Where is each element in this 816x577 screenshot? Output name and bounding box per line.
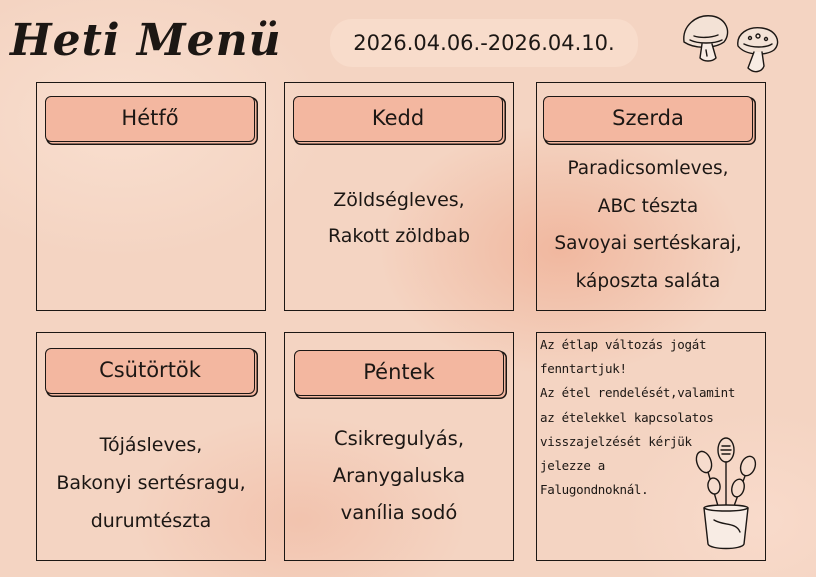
- day-label-tuesday: Kedd: [293, 96, 503, 142]
- dish-item: Rakott zöldbab: [327, 225, 471, 247]
- dish-item: Csikregulyás,: [333, 427, 465, 450]
- notice-line: Az étel rendelését,valamint: [540, 385, 736, 401]
- day-label-wednesday: Szerda: [543, 96, 753, 142]
- dish-item: Tójásleves,: [99, 434, 203, 456]
- notice-line: fenntartjuk!: [540, 361, 627, 377]
- dish-list-friday: [284, 420, 514, 531]
- dish-item: vanília sodó: [340, 501, 458, 524]
- kitchen-utensils-icon: [690, 436, 762, 552]
- notice-line: Az étlap változás jogát: [540, 337, 707, 352]
- notice-line: visszajelzését kérjük: [540, 433, 692, 449]
- notice-line: jelezze a: [540, 458, 606, 474]
- dish-item: durumtészta: [90, 510, 212, 532]
- dish-item: ABC tészta: [597, 195, 699, 217]
- dish-item: Aranygaluska: [332, 464, 466, 487]
- dish-list-thursday: [36, 426, 266, 540]
- dish-list-wednesday: [533, 150, 763, 300]
- dish-item: Paradicsomleves,: [567, 158, 729, 179]
- page-title: Heti Menü: [10, 15, 282, 66]
- notice-line: Falugondnoknál.: [540, 482, 649, 498]
- dish-item: káposzta saláta: [575, 270, 721, 292]
- dish-item: Savoyai sertéskaraj,: [554, 233, 742, 254]
- date-range-badge: 2026.04.06.-2026.04.10.: [330, 19, 638, 67]
- dish-list-tuesday: [284, 182, 514, 254]
- mushroom-icon: [676, 6, 794, 78]
- dish-item: Bakonyi sertésragu,: [56, 472, 246, 494]
- day-label-thursday: Csütörtök: [45, 348, 255, 394]
- day-label-monday: Hétfő: [45, 96, 255, 142]
- dish-item: Zöldségleves,: [333, 189, 465, 211]
- day-label-friday: Péntek: [294, 350, 504, 396]
- notice-line: az ételekkel kapcsolatos: [540, 409, 714, 425]
